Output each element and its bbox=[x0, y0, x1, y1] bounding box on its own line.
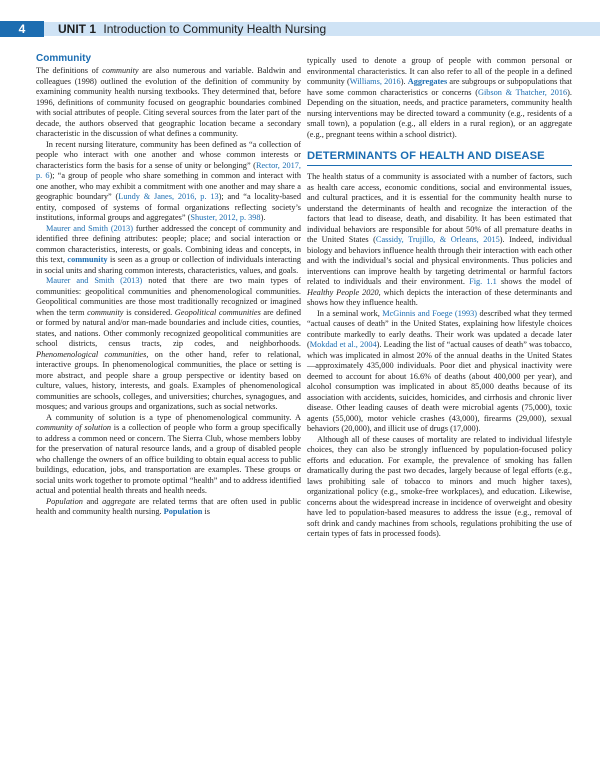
paragraph: Maurer and Smith (2013) further addressed the concept of community and identified three defining attributes: people; place; and social interaction or common characteristics, interests, or goals. Combining ideas and concepts, in this text, community is seen as a group or collection of individuals interacting in social units and sharing common interests, characteristics, values, and goals. bbox=[36, 223, 302, 275]
citation-link[interactable]: Maurer and Smith (2013) bbox=[46, 223, 133, 233]
figure-link[interactable]: Fig. 1.1 bbox=[469, 277, 497, 286]
section-heading-determinants: DETERMINANTS OF HEALTH AND DISEASE bbox=[307, 149, 572, 166]
key-term: community bbox=[67, 255, 108, 264]
key-term: Aggregates bbox=[407, 77, 448, 86]
left-column bbox=[36, 52, 301, 518]
running-title bbox=[58, 21, 326, 37]
page-number: 4 bbox=[0, 21, 44, 37]
paragraph: In a seminal work, McGinnis and Foege (1993) described what they termed “actual causes of death” in the United States, explaining how lifestyle choices contribute markedly to early deaths. Their work was updated a decade later (Mokdad et al., 2004). Leading the list of “actual causes of death” was tobacco, which was implicated in almost 20% of the annual deaths in the United States—approximately 435,000 individuals. Poor diet and physical inactivity were deemed to account for about 16.6% of deaths (about 400,000 per year), and alcohol consumption was implicated in about 85,000 deaths because of its association with accidents, suicides, homicides, and cirrhosis and chronic liver disease. Other leading causes of death were microbial agents (75,000), toxic agents (55,000), motor vehicle crashes (43,000), firearms (29,000), sexual behaviors (20,000), and illicit use of drugs (17,000). bbox=[307, 308, 572, 433]
running-header bbox=[0, 0, 600, 36]
unit-title: Introduction to Community Health Nursing bbox=[103, 22, 327, 36]
citation-link[interactable]: Shuster, 2012, p. 398 bbox=[190, 213, 261, 222]
citation-link[interactable]: Cassidy, Trujillo, & Orleans, 2015 bbox=[375, 235, 500, 244]
paragraph: Maurer and Smith (2013) noted that there are two main types of communities: geopolitical communities and phenomenological communities. Geopolitical communities are those most traditionally recognized or imagined when the term community is considered. Geopolitical communities are defined or formed by natural and/or man-made boundaries and include cities, counties, states, and nations. Other commonly recognized geopolitical communities are school districts, census tracts, zip codes, and neighborhoods. Phenomenological communities, on the other hand, refer to relational, interactive groups. In phenomenological communities, the place or setting is more abstract, and people share a group perspective or identity based on culture, values, history, interests, and goals. Examples of phenomenological communities are schools, colleges, and universities; churches, synagogues, and mosques; and various groups and organizations, such as social networks. bbox=[36, 276, 301, 411]
unit-label: UNIT 1 bbox=[58, 22, 97, 36]
key-term: Population bbox=[163, 507, 203, 516]
paragraph: In recent nursing literature, community has been defined as “a collection of people who interact with one another and whose common interests or characteristics form the basis for a sense of unity or belonging” (Rector, 2017, p. 6); “a group of people who share something in common and interact with one another, who may exhibit a commitment with one another and may share a geographic boundary” (Lundy & Janes, 2016, p. 13); and “a locality-based entity, composed of systems of formal organizations reflecting society’s institutions, informal groups and aggregates” (Shuster, 2012, p. 398). bbox=[36, 139, 301, 222]
paragraph: Population and aggregate are related terms that are often used in public health and community health nursing. Population is bbox=[36, 496, 301, 516]
citation-link[interactable]: Lundy & Janes, 2016, p. 13 bbox=[118, 192, 219, 201]
paragraph: typically used to denote a group of people with common personal or environmental characteristics. It can also refer to all of the people in a defined community (Williams, 2016). Aggregates are subgroups or subpopulations that have some common characteristics or concerns (Gibson & Thatcher, 2016). Depending on the situation, needs, and practice parameters, community health nursing interventions may be directed toward a community (e.g., residents of a small town), a population (e.g., all elders in a rural region), or an aggregate (e.g., pregnant teens within a school district). bbox=[307, 56, 572, 139]
paragraph: The health status of a community is associated with a number of factors, such as health care access, economic conditions, social and environmental issues, and cultural practices, and it is essential for the community health nurse to understand the determinants of health and recognize the interaction of the factors that lead to disease, death, and disability. It has been estimated that individual behaviors are responsible for about 50% of all premature deaths in the United States (Cassidy, Trujillo, & Orleans, 2015). Indeed, individual biology and behaviors influence health through their interaction with each other and with the individual’s social and physical environments. Thus policies and interventions can improve health by targeting detrimental or harmful factors related to individuals and their environment. Fig. 1.1 shows the model of Healthy People 2020, which depicts the interaction of these determinants and shows how they influence health. bbox=[307, 172, 573, 307]
paragraph: A community of solution is a type of phenomenological community. A community of solution is a collection of people who form a group specifically to address a common need or concern. The Sierra Club, whose members lobby for the preservation of natural resource lands, and a group of disabled people who challenge the owners of an office building to obtain equal access to public buildings, education, jobs, and transportation are examples. These groups or social units work together to promote optimal “health” and to address identified actual and potential health threats and health needs. bbox=[36, 412, 301, 495]
citation-link[interactable]: Rector, 2017, p. 6 bbox=[36, 160, 301, 180]
right-column bbox=[307, 56, 572, 540]
citation-link[interactable]: Mokdad et al., 2004 bbox=[309, 340, 377, 349]
citation-link[interactable]: Williams, 2016 bbox=[349, 77, 401, 86]
citation-link[interactable]: Maurer and Smith (2013) bbox=[46, 276, 143, 285]
citation-link[interactable]: Gibson & Thatcher, 2016 bbox=[477, 87, 568, 97]
section-heading-community: Community bbox=[36, 53, 91, 64]
paragraph: Although all of these causes of mortality are related to individual lifestyle choices, they can also be strongly influenced by population-focused policy efforts and education. For example, the prevalence of smoking has fallen dramatically during the past two decades, largely because of legal efforts (e.g., laws prohibiting sale of tobacco to minors and much higher taxes), organizational policy (e.g., smoke-free workplaces), and education. Likewise, concerns about the widespread increase in incidence of overweight and obesity have led to population-based measures to address the issue (e.g., removal of soft drink and candy machines from schools, regulations prohibiting the use of certain types of fats in processed foods). bbox=[307, 434, 572, 538]
paragraph: The definitions of community are also numerous and variable. Baldwin and colleagues (1998) outlined the evolution of the definition of community by examining community health nursing textbooks. They determined that, before 1996, definitions of community focused on geographic boundaries combined with social attributes of people. Citing several sources from the later part of the decade, the authors observed that geographic location became a secondary characteristic in the discussion of what defines a community. bbox=[36, 66, 301, 138]
citation-link[interactable]: McGinnis and Foege (1993) bbox=[382, 308, 478, 318]
